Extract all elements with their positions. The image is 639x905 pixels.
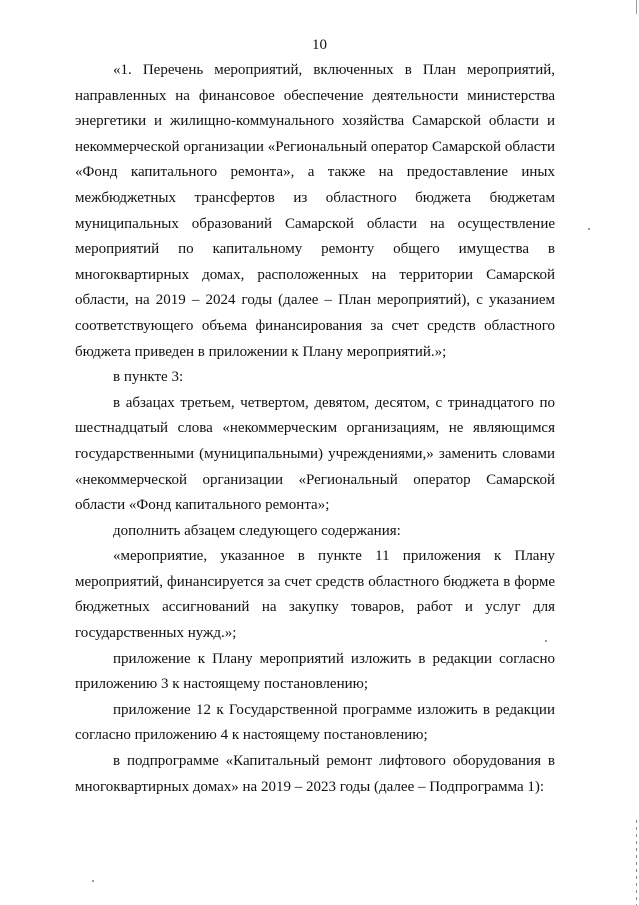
scan-edge-mark: [636, 0, 637, 14]
paragraph-plan-list: «1. Перечень мероприятий, включенных в План мероприятий, направленных на финансовое обеспечение деятельности министерства энергетики и жилищно-коммунального хозяйства Самарской области и некоммерческой организации «Региональный оператор Самарской области «Фонд капитального ремонта», а также на предоставление иных межбюджетных трансфертов из областного бюджета бюджетам муниципальных образований Самарской области на осуществление мероприятий по капитальному ремонту общего имущества в многоквартирных домах, расположенных на территории Самарской области, на 2019 – 2024 годы (далее – План мероприятий), с указанием соответствующего объема финансирования за счет средств областного бюджета приведен в приложении к Плану мероприятий.»;: [75, 62, 555, 360]
paragraph-replace-words: в абзацах третьем, четвертом, девятом, десятом, с тринадцатого по шестнадцатый слова «некоммерческим организациям, не являющимся государственными (муниципальными) учреждениями,» заменить словами «некоммерческой организации «Региональный оператор Самарской области «Фонд капитального ремонта»;: [75, 394, 555, 514]
scan-speck: [588, 228, 590, 230]
page-number: 10: [312, 37, 327, 53]
paragraph-appendix-3: приложение к Плану мероприятий изложить в редакции согласно приложению 3 к настоящему постановлению;: [75, 650, 555, 693]
scan-speck: [92, 880, 94, 882]
scan-edge-mark: [636, 820, 637, 905]
paragraph-add-clause: дополнить абзацем следующего содержания:: [113, 522, 401, 539]
paragraph-item-3: в пункте 3:: [113, 369, 184, 386]
document-body: [75, 58, 555, 800]
paragraph-appendix-4: приложение 12 к Государственной программе изложить в редакции согласно приложению 4 к настоящему постановлению;: [75, 701, 555, 744]
paragraph-new-clause: «мероприятие, указанное в пункте 11 приложения к Плану мероприятий, финансируется за счет средств областного бюджета в форме бюджетных ассигнований на закупку товаров, работ и услуг для государственных нужд.»;: [75, 548, 555, 642]
paragraph-subprogram-1: в подпрограмме «Капитальный ремонт лифтового оборудования в многоквартирных домах» на 2019 – 2023 годы (далее – Подпрограмма 1):: [75, 753, 555, 795]
